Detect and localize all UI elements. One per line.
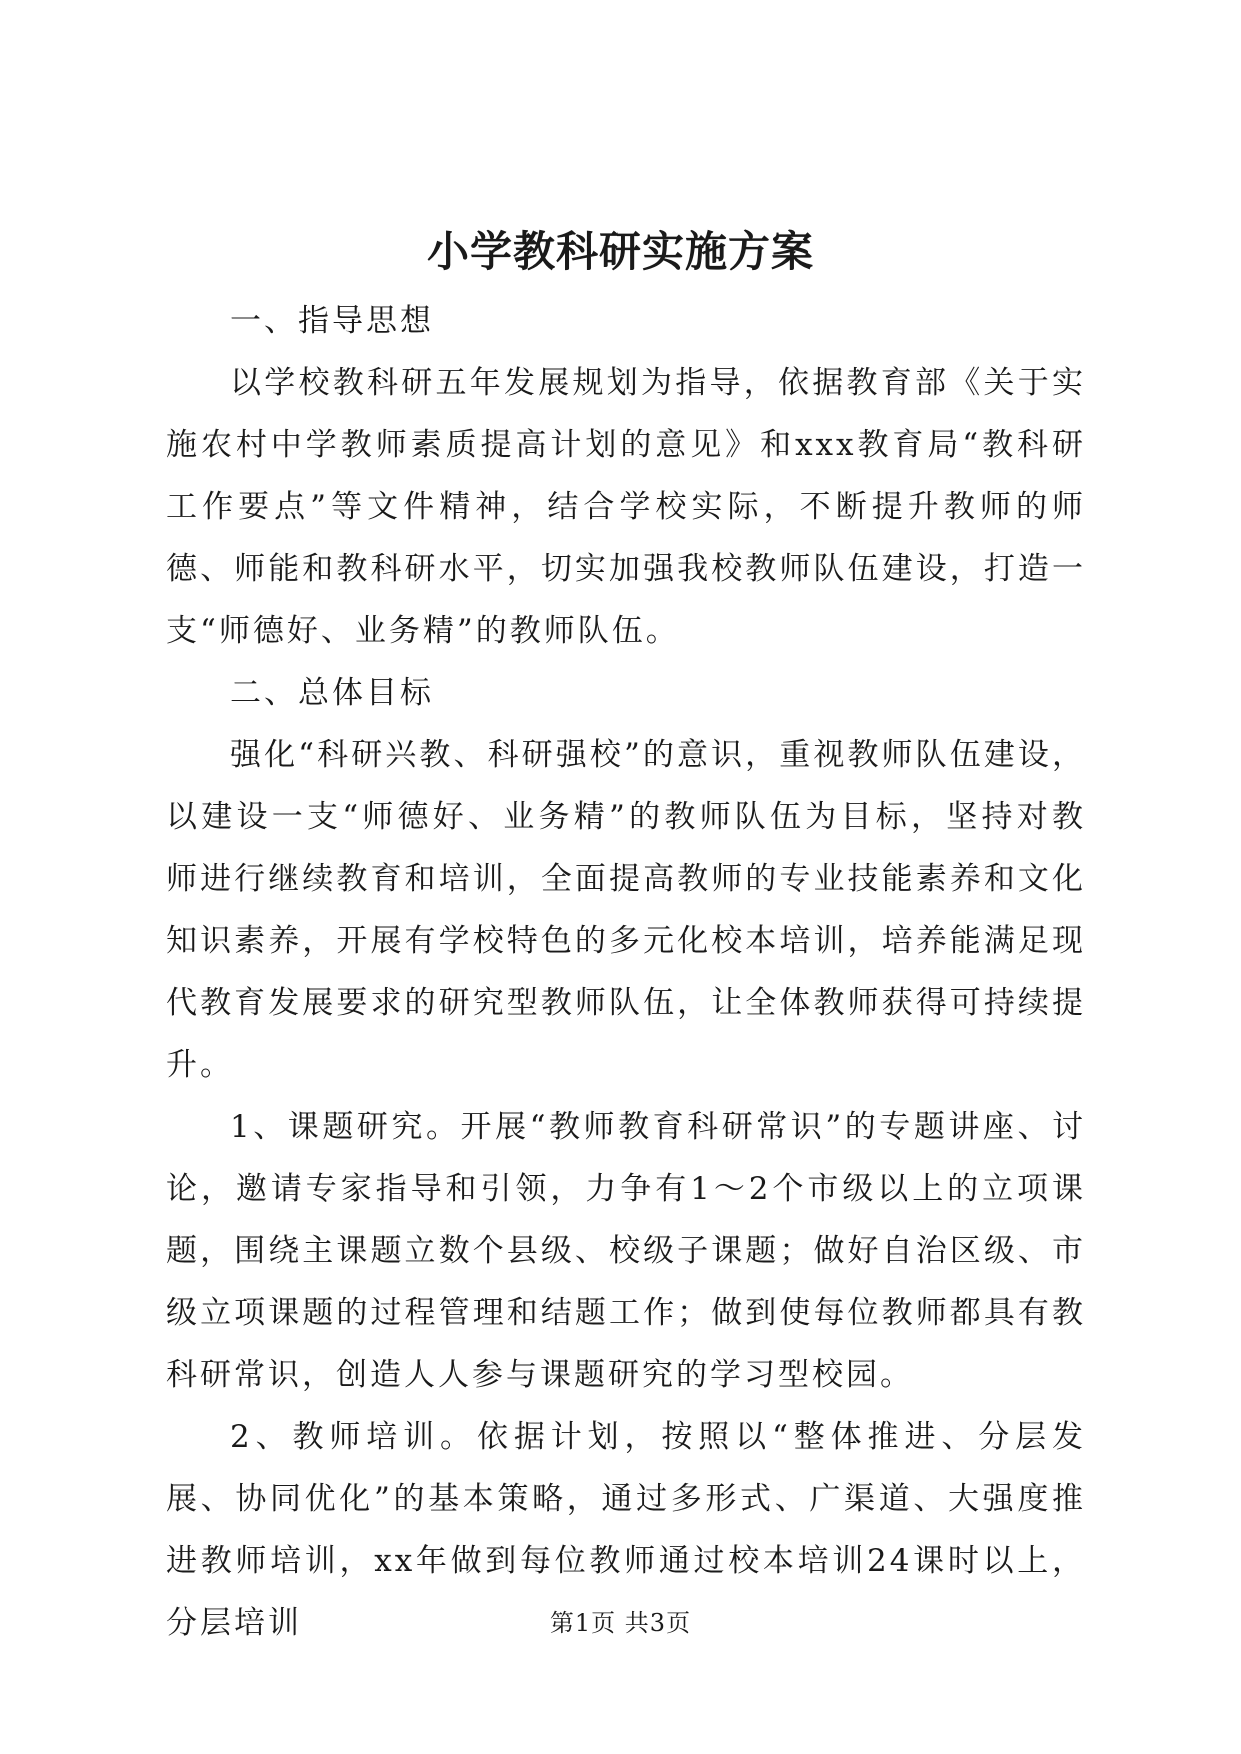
paragraph-topic-research: 1、课题研究。开展“教师教育科研常识”的专题讲座、讨论，邀请专家指导和引领，力争有1～2个市级以上的立项课题，围绕主课题立数个县级、校级子课题；做好自治区级、市级立项课题的过程管理和结题工作；做到使每位教师都具有教科研常识，创造人人参与课题研究的学习型校园。 xyxy=(166,1109,1086,1393)
page-number-footer: 第1页 共3页 xyxy=(549,1609,692,1637)
paragraph-overall-goal: 强化“科研兴教、科研强校”的意识，重视教师队伍建设，以建设一支“师德好、业务精”的教师队伍为目标，坚持对教师进行继续教育和培训，全面提高教师的专业技能素养和文化知识素养，开展有学校特色的多元化校本培训，培养能满足现代教育发展要求的研究型教师队伍，让全体教师获得可持续提升。 xyxy=(166,737,1086,1083)
paragraph-guiding-ideology: 以学校教科研五年发展规划为指导，依据教育部《关于实施农村中学教师素质提高计划的意见》和xxx教育局“教科研工作要点”等文件精神，结合学校实际，不断提升教师的师德、师能和教科研水平，切实加强我校教师队伍建设，打造一支“师德好、业务精”的教师队伍。 xyxy=(166,365,1086,649)
section-heading-overall-goal: 二、总体目标 xyxy=(230,675,434,711)
document-title: 小学教科研实施方案 xyxy=(426,227,814,276)
paragraph-teacher-training: 2、教师培训。依据计划，按照以“整体推进、分层发展、协同优化”的基本策略，通过多形式、广渠道、大强度推进教师培训，xx年做到每位教师通过校本培训24课时以上，分层培训 xyxy=(166,1419,1086,1641)
document-body xyxy=(166,290,1086,1654)
section-heading-guiding-ideology: 一、指导思想 xyxy=(230,303,434,339)
